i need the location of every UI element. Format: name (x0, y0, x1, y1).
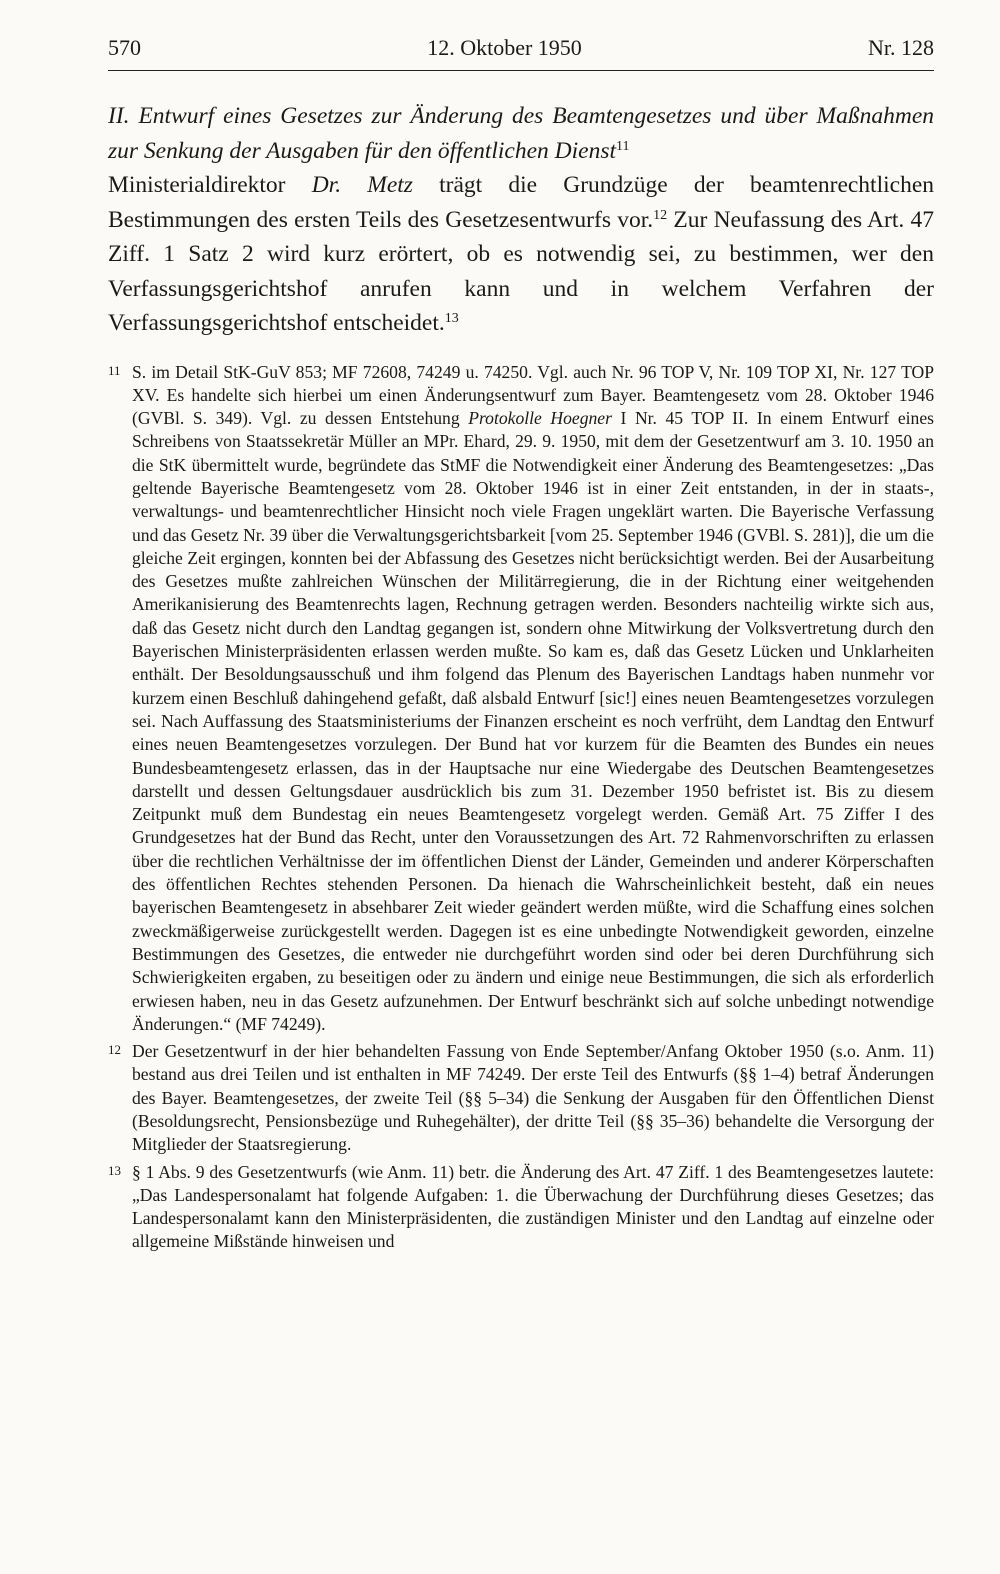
footnote-text-part: I Nr. 45 TOP II. In einem Entwurf eines Schreibens von Staatssekretär Müller an MPr. Ehard, 29. 9. 1950, mit dem der Gesetzentwurf am 3. 10. 1950 an die StK übermittelt wurde, begründete das StMF die Notwendigkeit einer Änderung des Beamtengesetzes: „Das geltende Bayerische Beamtengesetz vom 28. Oktober 1946 ist in einer Zeit entstanden, in der in staats-, verwaltungs- und beamtenrechtlicher Hinsicht noch viele Fragen ungeklärt warten. Die Bayerische Verfassung und das Gesetz Nr. 39 über die Verwaltungsgerichtsbarkeit [vom 25. September 1946 (GVBl. S. 281)], die um die gleiche Zeit ergingen, konnten bei der Abfassung des Gesetzes nicht berücksichtigt werden. Bei der Ausarbeitung des Gesetzes mußte zahlreichen Wünschen der Militärregierung, die in der Richtung einer weitgehenden Amerikanisierung des Beamtenrechts lagen, Rechnung getragen werden. Besonders nachteilig wirkte sich aus, daß das Gesetz nicht durch den Landtag gegangen ist, sondern ohne Mitwirkung der Volksvertretung durch den Bayerischen Ministerpräsidenten erlassen werden mußte. So kam es, daß das Gesetz Lücken und Unklarheiten enthält. Der Besoldungsausschuß und ihm folgend das Plenum des Bayerischen Landtags haben nunmehr vor kurzem einen Beschluß dahingehend gefaßt, daß alsbald Entwurf [sic!] eines neuen Beamtengesetzes vorzulegen sei. Nach Auffassung des Staatsministeriums der Finanzen erscheint es noch verfrüht, dem Landtag den Entwurf eines neuen Beamtengesetzes vorzulegen. Der Bund hat vor kurzem für die Beamten des Bundes ein neues Bundesbeamtengesetz erlassen, das in der Hauptsache nur eine Wiedergabe des Deutschen Beamtengesetzes darstellt und dessen Geltungsdauer ausdrücklich bis zum 31. Dezember 1950 befristet ist. Bis zu diesem Zeitpunkt muß dem Bundestag ein neues Beamtengesetz vorgelegt werden. Gemäß Art. 75 Ziffer I des Grundgesetzes hat der Bund das Recht, unter den Voraussetzungen des Art. 72 Rahmenvorschriften zu erlassen über die rechtlichen Verhältnisse der im öffentlichen Dienst der Länder, Gemeinden und anderer Körperschaften des öffentlichen Rechtes stehenden Personen. Da hienach die Wahrscheinlichkeit besteht, daß ein neues bayerischen Beamtengesetz in absehbarer Zeit wieder geändert werden müßte, wird die Schaffung eines solchen zweckmäßigerweise zurückgestellt werden. Dagegen ist es eine unbedingte Notwendigkeit geworden, einzelne Bestimmungen des Gesetzes, die entweder nie durchgeführt worden sind oder bei deren Durchführung sich Schwierigkeiten ergaben, zu beseitigen oder zu ändern und einige neue Bestimmungen, die sich als erforderlich erwiesen haben, neu in das Gesetz aufzunehmen. Der Entwurf beschränkt sich auf solche unbedingt notwendige Änderungen.“ (MF 74249). (132, 408, 934, 1034)
running-header (108, 34, 934, 71)
footnote-ref-11[interactable]: 11 (616, 138, 630, 154)
footnote-12 (108, 1040, 934, 1156)
footnote-text: Der Gesetzentwurf in der hier behandelten Fassung von Ende September/Anfang Oktober 1950 (s.o. Anm. 11) bestand aus drei Teilen und ist enthalten in MF 74249. Der erste Teil des Entwurfs (§§ 1–4) betraf Änderungen des Bayer. Beamtengesetzes, der zweite Teil (§§ 5–34) die Senkung der Ausgaben für den Öffentlichen Dienst (Besoldungsrecht, Pensionsbezüge und Ruhegehälter), der dritte Teil (§§ 35–36) behandelte die Versorgung der Mitglieder der Staatsregierung. (132, 1041, 934, 1155)
section-heading-text: II. Entwurf eines Gesetzes zur Änderung des Beamtengesetzes und über Maßnahmen zur Senkung der Ausgaben für den öffentlichen Dienst (108, 103, 934, 164)
footnote-number: 12 (108, 1042, 121, 1058)
footnote-ref-13[interactable]: 13 (444, 311, 459, 326)
footnote-11 (108, 361, 934, 1037)
paragraph-text-1: Ministerialdirektor (108, 172, 312, 198)
header-date: 12. Oktober 1950 (427, 35, 582, 60)
footnotes (108, 361, 934, 1254)
document-page (108, 34, 934, 1258)
footnote-text-part: S. im Detail StK-GuV 853; MF 72608, 74249 u. 74250. Vgl. auch Nr. 96 TOP V, Nr. 109 TOP XI, Nr. 127 TOP XV. Es handelte sich hierbei um einen Änderungsentwurf zum Bayer. Beamtengesetz vom 28. Oktober 1946 (GVBl. S. 349). Vgl. zu dessen Entstehung (132, 361, 934, 429)
agenda-section (108, 99, 934, 341)
protocol-number: Nr. 128 (868, 35, 934, 60)
paragraph-text-2: trägt die Grundzüge der beamtenrechtlichen Bestimmungen des ersten Teils des Gesetzesentwurfs vor. (108, 172, 935, 233)
page-number: 570 (108, 35, 141, 60)
section-heading (108, 99, 934, 168)
footnote-number: 13 (108, 1162, 121, 1178)
footnote-text (132, 361, 934, 1037)
paragraph-text-3: Zur Neufassung des Art. 47 Ziff. 1 Satz 2 wird kurz erörtert, ob es notwendig sei, zu bestimmen, wer den Verfassungsgerichtshof anrufen kann und in welchem Verfahren der Verfassungsgerichtshof entscheidet. (108, 206, 934, 336)
footnote-13 (108, 1161, 934, 1254)
cited-work-title: Protokolle Hoegner (468, 408, 612, 429)
footnote-ref-12[interactable]: 12 (653, 207, 668, 223)
section-paragraph (108, 168, 934, 341)
footnote-text: § 1 Abs. 9 des Gesetzentwurfs (wie Anm. 11) betr. die Änderung des Art. 47 Ziff. 1 des Beamtengesetzes lautete: „Das Landespersonalamt hat folgende Aufgaben: 1. die Überwachung der Durchführung dieses Gesetzes; das Landespersonalamt kann den Ministerpräsidenten, die zuständigen Minister und den Landtag auf einzelne oder allgemeine Mißstände hinweisen und (132, 1161, 934, 1252)
footnote-number: 11 (108, 362, 121, 378)
speaker-name: Dr. Metz (311, 172, 413, 198)
